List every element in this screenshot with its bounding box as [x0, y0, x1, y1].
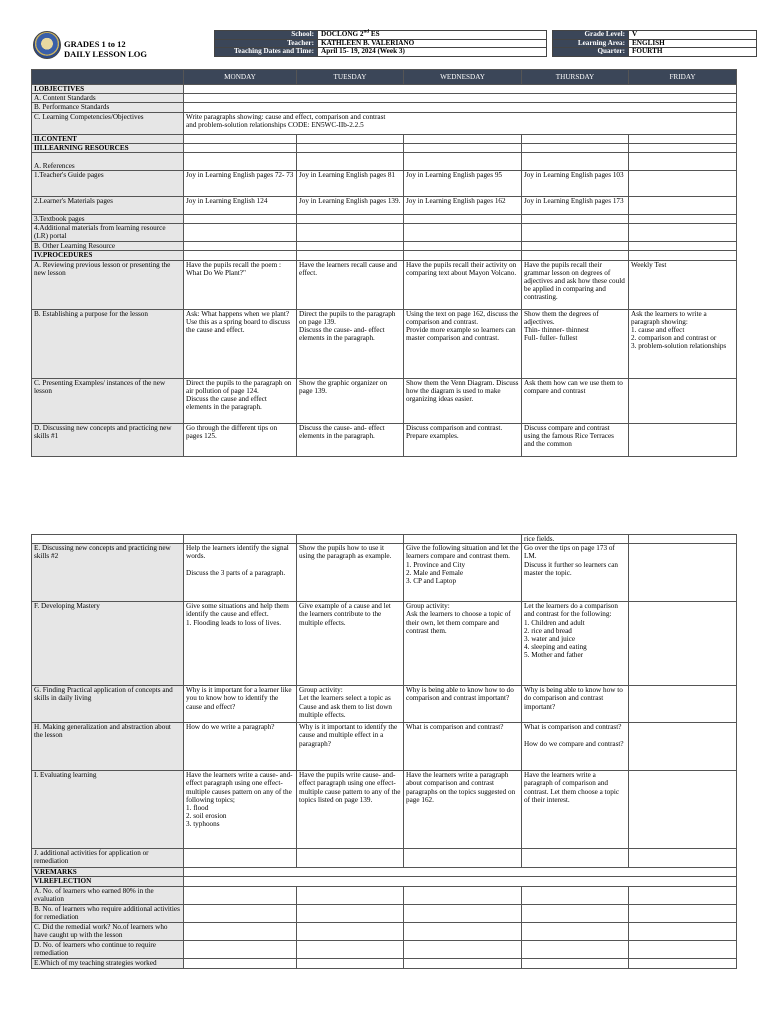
cell-wednesday	[404, 940, 522, 958]
day-header-thursday: THURSDAY	[522, 70, 629, 85]
row-label: 1.Teacher's Guide pages	[32, 171, 184, 197]
cell-wednesday: Have the learners write a paragraph about comparison and contrast paragraphs on the topics suggested on page 162.	[404, 771, 522, 849]
section-row	[32, 868, 737, 877]
day-header-monday: MONDAY	[184, 70, 297, 85]
section-reflection: VI.REFLECTION	[32, 877, 184, 886]
class-info-table	[552, 30, 757, 57]
cell-friday	[629, 958, 737, 968]
cell-wednesday: Discuss comparison and contrast. Prepare examples.	[404, 423, 522, 456]
row-label: E. Discussing new concepts and practicing new skills #2	[32, 544, 184, 602]
cell-wednesday	[404, 215, 522, 224]
table-row	[32, 723, 737, 771]
cell-tuesday: Why is it important to identify the cause and multiple effect in a paragraph?	[297, 723, 404, 771]
cell-wednesday	[404, 922, 522, 940]
document-header	[31, 30, 764, 60]
row-label: C. Learning Competencies/Objectives	[32, 112, 184, 134]
cell-tuesday: Have the learners recall cause and effect.	[297, 260, 404, 309]
section-row	[32, 85, 737, 94]
teacher-label: Teacher:	[215, 39, 318, 48]
empty-cell	[184, 103, 737, 112]
cell-friday: Weekly Test	[629, 260, 737, 309]
cell-tuesday	[297, 215, 404, 224]
table-row	[32, 940, 737, 958]
cell-wednesday: Have the pupils recall their activity on comparing text about Mayon Volcano.	[404, 260, 522, 309]
document-title	[64, 39, 147, 59]
cell-monday	[184, 215, 297, 224]
cell-friday	[629, 423, 737, 456]
row-label: H. Making generalization and abstraction about the lesson	[32, 723, 184, 771]
row-label: A. Reviewing previous lesson or presenting the new lesson	[32, 260, 184, 309]
cell-friday	[629, 602, 737, 686]
cell-friday	[629, 904, 737, 922]
cell-friday	[629, 215, 737, 224]
cell-thursday: Why is being able to know how to do comparison and contrast important?	[522, 686, 629, 723]
table-row	[32, 771, 737, 849]
area-value: ENGLISH	[629, 39, 757, 48]
cell-thursday: Have the pupils recall their grammar lesson on degrees of adjectives and ask how these could be applied in comparing and contrasting.	[522, 260, 629, 309]
table-row	[32, 886, 737, 904]
cell-thursday: Joy in Learning English pages 173	[522, 197, 629, 215]
school-info-table	[214, 30, 547, 57]
cell-wednesday: Show them the Venn Diagram. Discuss how the diagram is used to make organizing ideas easier.	[404, 378, 522, 423]
cell-friday: Ask the learners to write a paragraph showing: 1. cause and effect 2. comparison and contrast or 3. problem-solution relationships	[629, 309, 737, 378]
grade-label: Grade Level:	[553, 31, 629, 40]
row-label: C. Presenting Examples/ instances of the new lesson	[32, 378, 184, 423]
quarter-value: FOURTH	[629, 48, 757, 57]
cell-thursday: Have the learners write a paragraph of comparison and contrast. Let them choose a topic of their interest.	[522, 771, 629, 849]
table-row	[32, 958, 737, 968]
row-label: 2.Learner's Materials pages	[32, 197, 184, 215]
cell-tuesday	[297, 886, 404, 904]
table-row	[32, 686, 737, 723]
row-label: G. Finding Practical application of concepts and skills in daily living	[32, 686, 184, 723]
cell-wednesday	[404, 242, 522, 251]
continuation-row	[32, 535, 737, 544]
cell-thursday: Go over the tips on page 173 of LM. Discuss it further so learners can master the topic.	[522, 544, 629, 602]
cell-tuesday: Show the graphic organizer on page 139.	[297, 378, 404, 423]
cell-tuesday: Joy in Learning English pages 139.	[297, 197, 404, 215]
title-line-2: DAILY LESSON LOG	[64, 49, 147, 59]
deped-seal-icon	[33, 31, 61, 59]
cell-tuesday	[297, 958, 404, 968]
cell-friday	[629, 940, 737, 958]
cell-thursday: What is comparison and contrast? How do we compare and contrast?	[522, 723, 629, 771]
table-row	[32, 153, 737, 171]
cell-monday	[184, 958, 297, 968]
cell-thursday	[522, 904, 629, 922]
reflection-rows	[32, 886, 737, 968]
cell-monday	[184, 922, 297, 940]
cell-monday	[184, 224, 297, 242]
cell-wednesday: Give the following situation and let the learners compare and contrast them. 1. Province and City 2. Male and Female 3. CP and Laptop	[404, 544, 522, 602]
table-row	[32, 224, 737, 242]
cell-friday	[629, 723, 737, 771]
table-row	[32, 423, 737, 456]
cell-tuesday	[297, 242, 404, 251]
cell-wednesday: Joy in Learning English pages 95	[404, 171, 522, 197]
title-line-1: GRADES 1 to 12	[64, 39, 126, 49]
day-header-tuesday: TUESDAY	[297, 70, 404, 85]
cell-monday	[184, 904, 297, 922]
cell-wednesday	[404, 904, 522, 922]
cell-friday	[629, 886, 737, 904]
cell-wednesday	[404, 224, 522, 242]
empty-cell	[184, 85, 737, 94]
row-label: F. Developing Mastery	[32, 602, 184, 686]
table-row	[32, 103, 737, 112]
cell-monday: Have the pupils recall the poem : What Do We Plant?"	[184, 260, 297, 309]
section-row	[32, 877, 737, 886]
row-label: J. additional activities for application or remediation	[32, 849, 184, 868]
row-label	[32, 535, 184, 544]
table-row	[32, 242, 737, 251]
row-label: A. References	[32, 153, 184, 171]
cell-thursday	[522, 242, 629, 251]
cell-thursday	[522, 940, 629, 958]
row-label: I. Evaluating learning	[32, 771, 184, 849]
lesson-log-table-part-1	[31, 69, 737, 457]
row-label: C. Did the remedial work? No.of learners who have caught up with the lesson	[32, 922, 184, 940]
cell-tuesday: Show the pupils how to use it using the paragraph as example.	[297, 544, 404, 602]
cell-monday: Give some situations and help them identify the cause and effect. 1. Flooding leads to loss of lives.	[184, 602, 297, 686]
cell-tuesday	[297, 904, 404, 922]
cell-monday: Have the learners write a cause- and- effect paragraph using one effect- multiple causes pattern on any of the following topics; 1. flood 2. soil erosion 3. typhoons	[184, 771, 297, 849]
dates-label: Teaching Dates and Time:	[215, 48, 318, 57]
table-row	[32, 112, 737, 134]
cell-wednesday: Joy in Learning English pages 162	[404, 197, 522, 215]
cell-wednesday: Why is being able to know how to do comparison and contrast important?	[404, 686, 522, 723]
table-row	[32, 378, 737, 423]
row-label: D. No. of learners who continue to require remediation	[32, 940, 184, 958]
empty-cell	[184, 94, 737, 103]
cell-friday	[629, 224, 737, 242]
cell-tuesday	[297, 224, 404, 242]
grade-value: V	[629, 31, 757, 40]
cell-friday	[629, 849, 737, 868]
section-resources: III.LEARNING RESOURCES	[32, 143, 184, 152]
day-header-wednesday: WEDNESDAY	[404, 70, 522, 85]
cell-monday	[184, 886, 297, 904]
cell-friday	[629, 378, 737, 423]
cell-monday: Direct the pupils to the paragraph on air pollution of page 124. Discuss the cause and effect elements in the paragraph.	[184, 378, 297, 423]
cell-thursday	[522, 215, 629, 224]
cell-friday	[629, 686, 737, 723]
cell-monday	[184, 535, 297, 544]
cell-thursday	[522, 849, 629, 868]
cell-wednesday	[404, 886, 522, 904]
cell-monday: Why is it important for a learner like you to know how to identify the cause and effect?	[184, 686, 297, 723]
day-header-row	[32, 70, 737, 85]
cell-friday	[629, 922, 737, 940]
cell-friday	[629, 197, 737, 215]
row-label: B. Establishing a purpose for the lesson	[32, 309, 184, 378]
cell-thursday	[522, 886, 629, 904]
cell-wednesday: Group activity: Ask the learners to choose a topic of their own, let them compare and contrast them.	[404, 602, 522, 686]
corner-header	[32, 70, 184, 85]
row-label: B. No. of learners who require additional activities for remediation	[32, 904, 184, 922]
section-content: II.CONTENT	[32, 134, 184, 143]
cell-friday	[629, 544, 737, 602]
cell-tuesday: Give example of a cause and let the learners contribute to the multiple effects.	[297, 602, 404, 686]
cell-thursday: Show them the degrees of adjectives. Thin- thinner- thinnest Full- fuller- fullest	[522, 309, 629, 378]
cell-monday	[184, 242, 297, 251]
cell-monday: Go through the different tips on pages 125.	[184, 423, 297, 456]
table-row	[32, 94, 737, 103]
table-row	[32, 904, 737, 922]
table-row	[32, 260, 737, 309]
row-label: 3.Textbook pages	[32, 215, 184, 224]
row-label: E.Which of my teaching strategies worked	[32, 958, 184, 968]
cell-wednesday: What is comparison and contrast?	[404, 723, 522, 771]
procedure-rows-part-2	[32, 535, 737, 868]
cell-tuesday: Discuss the cause- and- effect elements in the paragraph.	[297, 423, 404, 456]
cell-friday	[629, 535, 737, 544]
table-row	[32, 309, 737, 378]
school-value: DOCLONG 2nd ES	[318, 31, 547, 40]
cell-thursday	[522, 922, 629, 940]
teacher-value: KATHLEEN B. VALERIANO	[318, 39, 547, 48]
table-row	[32, 849, 737, 868]
cell-tuesday: Have the pupils write cause- and- effect paragraph using one effect- multiple cause pattern to any of the topics listed on page 139.	[297, 771, 404, 849]
cell-wednesday	[404, 958, 522, 968]
section-row	[32, 134, 737, 143]
cell-friday	[629, 171, 737, 197]
resource-rows	[32, 171, 737, 251]
cell-thursday	[522, 224, 629, 242]
table-row	[32, 544, 737, 602]
cell-tuesday	[297, 922, 404, 940]
row-label: B. Other Learning Resource	[32, 242, 184, 251]
row-label: 4.Additional materials from learning resource (LR) portal	[32, 224, 184, 242]
cell-thursday: Ask them how can we use them to compare and contrast	[522, 378, 629, 423]
cell-monday: Joy in Learning English pages 72- 73	[184, 171, 297, 197]
cell-tuesday: Joy in Learning English pages 81	[297, 171, 404, 197]
area-label: Learning Area:	[553, 39, 629, 48]
day-header-friday: FRIDAY	[629, 70, 737, 85]
cell-tuesday	[297, 940, 404, 958]
cell-tuesday: Group activity: Let the learners select a topic as Cause and ask them to list down multiple effects.	[297, 686, 404, 723]
cell-monday	[184, 849, 297, 868]
quarter-label: Quarter:	[553, 48, 629, 57]
row-label: B. Performance Standards	[32, 103, 184, 112]
cell-monday: Help the learners identify the signal words. Discuss the 3 parts of a paragraph.	[184, 544, 297, 602]
cell-monday	[184, 940, 297, 958]
competencies-text: Write paragraphs showing: cause and effect, comparison and contrast and problem-solution relationships CODE: EN5WC-IIb-2.2.5	[184, 112, 737, 134]
cell-friday	[629, 771, 737, 849]
section-objectives: I.OBJECTIVES	[32, 85, 184, 94]
section-procedures: IV.PROCEDURES	[32, 251, 184, 260]
cell-thursday: rice fields.	[522, 535, 629, 544]
section-row	[32, 251, 737, 260]
cell-thursday: Let the learners do a comparison and contrast for the following: 1. Children and adult 2. rice and bread 3. water and juice 4. sleeping and eating 5. Mother and father	[522, 602, 629, 686]
cell-tuesday	[297, 535, 404, 544]
cell-tuesday	[297, 849, 404, 868]
school-label: School:	[215, 31, 318, 40]
cell-monday: Ask: What happens when we plant? Use this as a spring board to discuss the cause and effect.	[184, 309, 297, 378]
section-remarks: V.REMARKS	[32, 868, 184, 877]
cell-monday: Joy in Learning English 124	[184, 197, 297, 215]
cell-thursday: Joy in Learning English pages 103	[522, 171, 629, 197]
cell-friday	[629, 242, 737, 251]
section-row	[32, 143, 737, 152]
row-label: D. Discussing new concepts and practicing new skills #1	[32, 423, 184, 456]
lesson-log-table-part-2	[31, 534, 737, 969]
cell-tuesday: Direct the pupils to the paragraph on page 139. Discuss the cause- and- effect elements in the paragraph.	[297, 309, 404, 378]
procedure-rows-part-1	[32, 260, 737, 456]
table-row	[32, 602, 737, 686]
cell-wednesday	[404, 849, 522, 868]
cell-wednesday: Using the text on page 162, discuss the comparison and contrast. Provide more example so learners can master comparison and contrast.	[404, 309, 522, 378]
dates-value: April 15- 19, 2024 (Week 3)	[318, 48, 547, 57]
table-row	[32, 922, 737, 940]
table-row	[32, 197, 737, 215]
row-label: A. No. of learners who earned 80% in the evaluation	[32, 886, 184, 904]
cell-thursday: Discuss compare and contrast using the famous Rice Terraces and the common	[522, 423, 629, 456]
table-row	[32, 171, 737, 197]
table-row	[32, 215, 737, 224]
row-label: A. Content Standards	[32, 94, 184, 103]
cell-thursday	[522, 958, 629, 968]
cell-wednesday	[404, 535, 522, 544]
cell-monday: How do we write a paragraph?	[184, 723, 297, 771]
